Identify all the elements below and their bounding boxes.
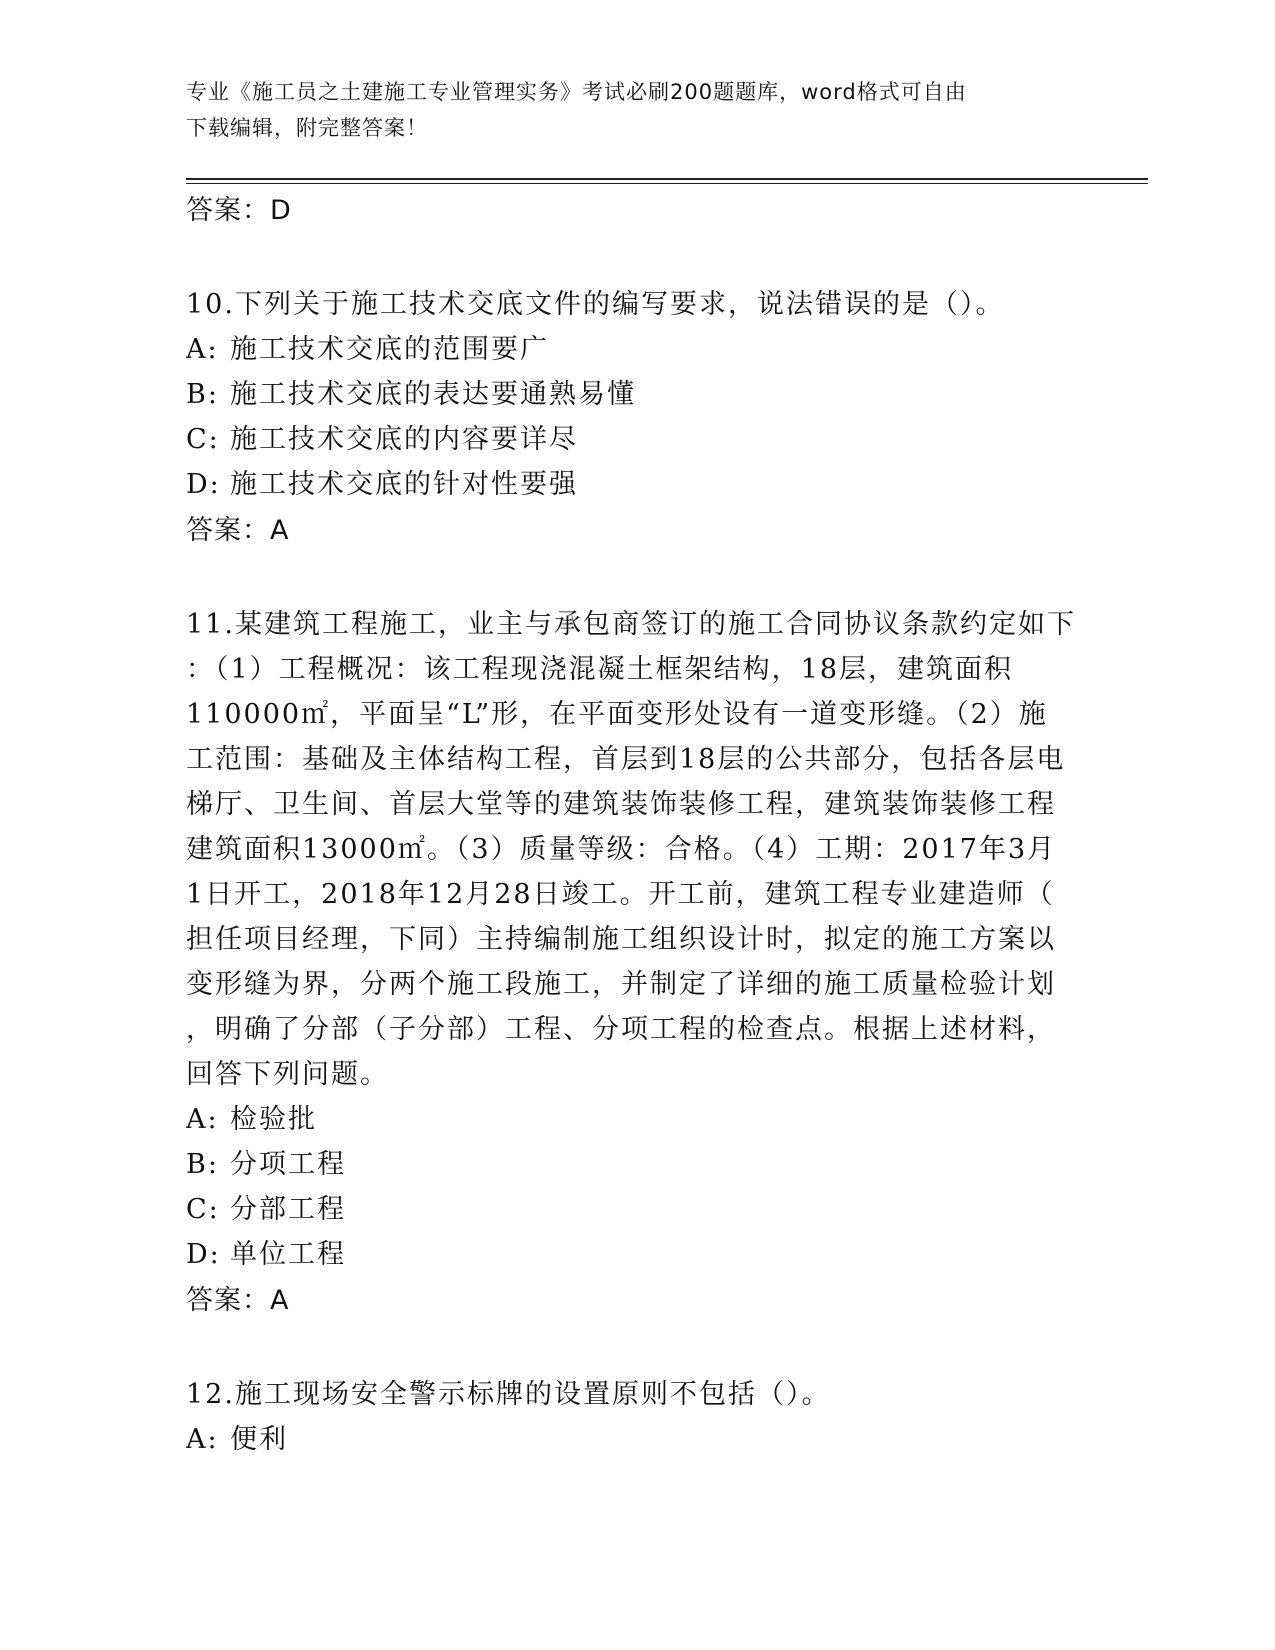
- document-header: [186, 74, 1066, 146]
- option-text: 检验批: [230, 1104, 317, 1135]
- question-stem-line: 1日开工，2018年12月28日竣工。开工前，建筑工程专业建造师（: [186, 879, 1055, 910]
- option-b: [186, 1142, 1076, 1187]
- header-line-2: 下载编辑，附完整答案！: [186, 116, 428, 140]
- option-a: [186, 1097, 1076, 1142]
- question-12: [186, 1372, 1076, 1462]
- option-c: [186, 1187, 1076, 1232]
- option-text: 分项工程: [230, 1149, 346, 1180]
- question-stem-line: 110000㎡，平面呈“L”形，在平面变形处设有一道变形缝。（2）施: [186, 699, 1048, 730]
- question-stem-line: 担任项目经理，下同）主持编制施工组织设计时，拟定的施工方案以: [186, 924, 1056, 955]
- option-text: 施工技术交底的表达要通熟易懂: [230, 379, 636, 410]
- question-11: [186, 602, 1076, 1325]
- option-text: 施工技术交底的内容要详尽: [230, 424, 578, 455]
- option-key: D:: [186, 469, 221, 500]
- question-stem-line: 工范围：基础及主体结构工程，首层到18层的公共部分，包括各层电: [186, 744, 1066, 775]
- option-key: D:: [186, 1239, 221, 1270]
- option-key: B:: [186, 379, 219, 410]
- question-stem-line: 梯厅、卫生间、首层大堂等的建筑装饰装修工程，建筑装饰装修工程: [186, 789, 1056, 820]
- option-text: 单位工程: [230, 1239, 346, 1270]
- option-key: A:: [186, 334, 219, 365]
- answer: 答案：A: [186, 1285, 290, 1316]
- option-text: 施工技术交底的针对性要强: [230, 469, 578, 500]
- option-d: [186, 1232, 1076, 1277]
- question-stem-line: 回答下列问题。: [186, 1059, 389, 1090]
- spacer: [186, 1325, 1076, 1372]
- question-stem: 10.下列关于施工技术交底文件的编写要求，说法错误的是（）。: [186, 289, 1005, 320]
- question-stem: 12.施工现场安全警示标牌的设置原则不包括（）。: [186, 1379, 831, 1410]
- header-rule-thick: [186, 178, 1148, 180]
- question-content: [186, 187, 1076, 1462]
- option-d: [186, 462, 1076, 507]
- option-a: [186, 327, 1076, 372]
- option-text: 施工技术交底的范围要广: [230, 334, 549, 365]
- question-stem-line: 变形缝为界，分两个施工段施工，并制定了详细的施工质量检验计划: [186, 969, 1056, 1000]
- option-b: [186, 372, 1076, 417]
- question-stem-line: ，明确了分部（子分部）工程、分项工程的检查点。根据上述材料，: [186, 1014, 1056, 1045]
- question-stem-line: 11.某建筑工程施工，业主与承包商签订的施工合同协议条款约定如下: [186, 609, 1076, 640]
- answer: 答案：A: [186, 515, 290, 546]
- option-key: C:: [186, 424, 220, 455]
- header-line-1: 专业《施工员之土建施工专业管理实务》考试必刷200题题库，word格式可自由: [186, 80, 967, 104]
- option-key: A:: [186, 1104, 219, 1135]
- option-c: [186, 417, 1076, 462]
- spacer: [186, 235, 1076, 282]
- question-stem-line: ：（1）工程概况：该工程现浇混凝土框架结构，18层，建筑面积: [186, 654, 1014, 685]
- answer-prev: 答案：D: [186, 195, 292, 226]
- option-key: A:: [186, 1424, 219, 1455]
- option-text: 便利: [230, 1424, 288, 1455]
- option-text: 分部工程: [230, 1194, 346, 1225]
- option-key: C:: [186, 1194, 220, 1225]
- header-rule-thin: [186, 183, 1148, 184]
- spacer: [186, 555, 1076, 602]
- question-stem-line: 建筑面积13000㎡。（3）质量等级：合格。（4）工期：2017年3月: [186, 834, 1057, 865]
- question-10: [186, 282, 1076, 555]
- option-a: [186, 1417, 1076, 1462]
- option-key: B:: [186, 1149, 219, 1180]
